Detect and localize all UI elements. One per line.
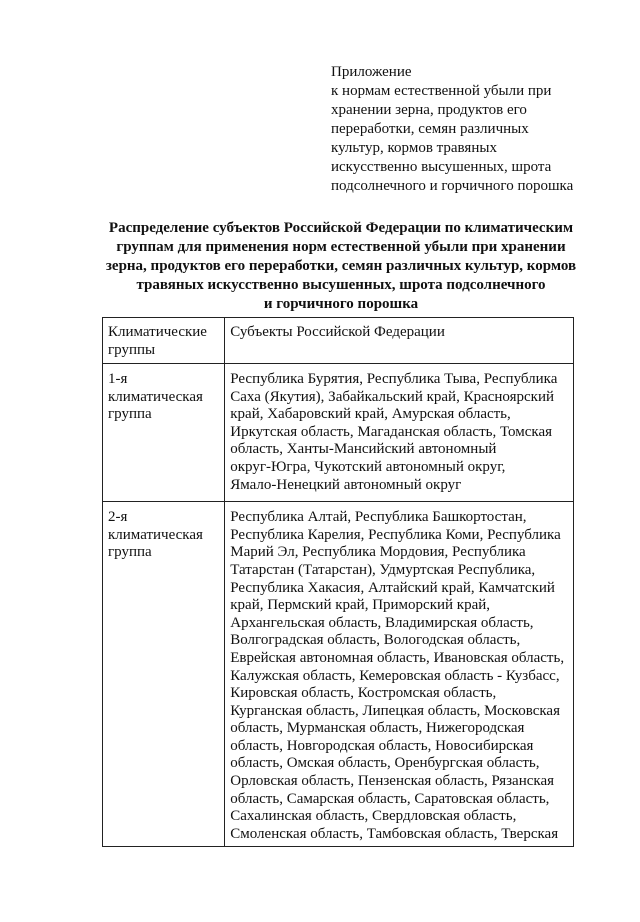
header-groups-line: группы bbox=[108, 341, 156, 358]
appendix-line: искусственно высушенных, шрота bbox=[331, 159, 552, 175]
subjects-line: область, Самарская область, Саратовская область, bbox=[230, 790, 550, 807]
subjects-line: Орловская область, Пензенская область, Рязанская bbox=[230, 773, 555, 790]
subjects-line: Волгоградская область, Вологодская область, bbox=[230, 632, 521, 649]
subjects-line: Татарстан (Татарстан), Удмуртская Республика, bbox=[230, 561, 536, 578]
subjects-line: Республика Бурятия, Республика Тыва, Республика bbox=[230, 371, 558, 387]
subjects-line: область, Мурманская область, Нижегородская bbox=[230, 720, 525, 737]
table-row bbox=[103, 502, 574, 847]
title-line: Распределение субъектов Российской Федерации по климатическим bbox=[108, 220, 574, 236]
group-line: климатическая bbox=[108, 526, 203, 543]
group-line: группа bbox=[108, 544, 152, 561]
header-groups-cell bbox=[103, 318, 225, 364]
subjects-line: область, Ханты-Мансийский автономный bbox=[230, 441, 497, 458]
subjects-line: Марий Эл, Республика Мордовия, Республика bbox=[230, 544, 526, 561]
subjects-line: Ямало-Ненецкий автономный округ bbox=[230, 476, 462, 493]
title-line: группам для применения норм естественной убыли при хранении bbox=[116, 239, 566, 255]
group-line: группа bbox=[108, 406, 152, 423]
document-title bbox=[96, 219, 586, 314]
appendix-line: переработки, семян различных bbox=[331, 121, 529, 137]
subjects-line: Курганская область, Липецкая область, Московская bbox=[230, 702, 560, 719]
header-groups-line: Климатические bbox=[108, 324, 207, 340]
appendix-line: к нормам естественной убыли при bbox=[331, 83, 552, 99]
table-header-row bbox=[103, 318, 574, 364]
title-line: и горчичного порошка bbox=[263, 296, 419, 312]
subjects-line: Иркутская область, Магаданская область, Томская bbox=[230, 423, 552, 440]
group-cell bbox=[103, 502, 225, 847]
subjects-line: Еврейская автономная область, Ивановская область, bbox=[230, 649, 565, 666]
subjects-line: Калужская область, Кемеровская область - Кузбасс, bbox=[230, 667, 560, 684]
subjects-line: край, Пермский край, Приморский край, bbox=[230, 597, 491, 614]
subjects-line: Сахалинская область, Свердловская область, bbox=[230, 808, 517, 825]
group-line: 1-я bbox=[108, 371, 128, 387]
subjects-line: Смоленская область, Тамбовская область, Тверская bbox=[230, 825, 559, 842]
appendix-note bbox=[331, 63, 631, 196]
appendix-line: хранении зерна, продуктов его bbox=[331, 102, 527, 118]
group-line: климатическая bbox=[108, 388, 203, 405]
subjects-line: Республика Алтай, Республика Башкортостан, bbox=[230, 509, 527, 526]
subjects-line: Республика Хакасия, Алтайский край, Камчатский bbox=[230, 579, 555, 596]
appendix-line: культур, кормов травяных bbox=[331, 140, 497, 156]
subjects-line: Саха (Якутия), Забайкальский край, Красноярский bbox=[230, 388, 555, 405]
group-line: 2-я bbox=[108, 509, 128, 526]
title-line: травяных искусственно высушенных, шрота подсолнечного bbox=[136, 277, 546, 293]
climate-groups-table bbox=[102, 317, 574, 847]
subjects-line: округ-Югра, Чукотский автономный округ, bbox=[230, 458, 506, 475]
subjects-cell bbox=[225, 364, 574, 502]
group-cell bbox=[103, 364, 225, 502]
appendix-line: Приложение bbox=[331, 64, 412, 80]
table-row bbox=[103, 364, 574, 502]
appendix-line: подсолнечного и горчичного порошка bbox=[331, 178, 574, 194]
subjects-line: Республика Карелия, Республика Коми, Республика bbox=[230, 526, 561, 543]
subjects-line: Кировская область, Костромская область, bbox=[230, 685, 497, 702]
subjects-cell bbox=[225, 502, 574, 847]
subjects-line: Архангельская область, Владимирская область, bbox=[230, 614, 534, 631]
title-line: зерна, продуктов его переработки, семян различных культур, кормов bbox=[105, 258, 577, 274]
header-subjects-cell bbox=[225, 318, 574, 364]
subjects-line: край, Хабаровский край, Амурская область, bbox=[230, 406, 511, 423]
subjects-line: область, Омская область, Оренбургская область, bbox=[230, 755, 540, 772]
subjects-line: область, Новгородская область, Новосибирская bbox=[230, 737, 534, 754]
header-subjects-line: Субъекты Российской Федерации bbox=[230, 324, 445, 340]
